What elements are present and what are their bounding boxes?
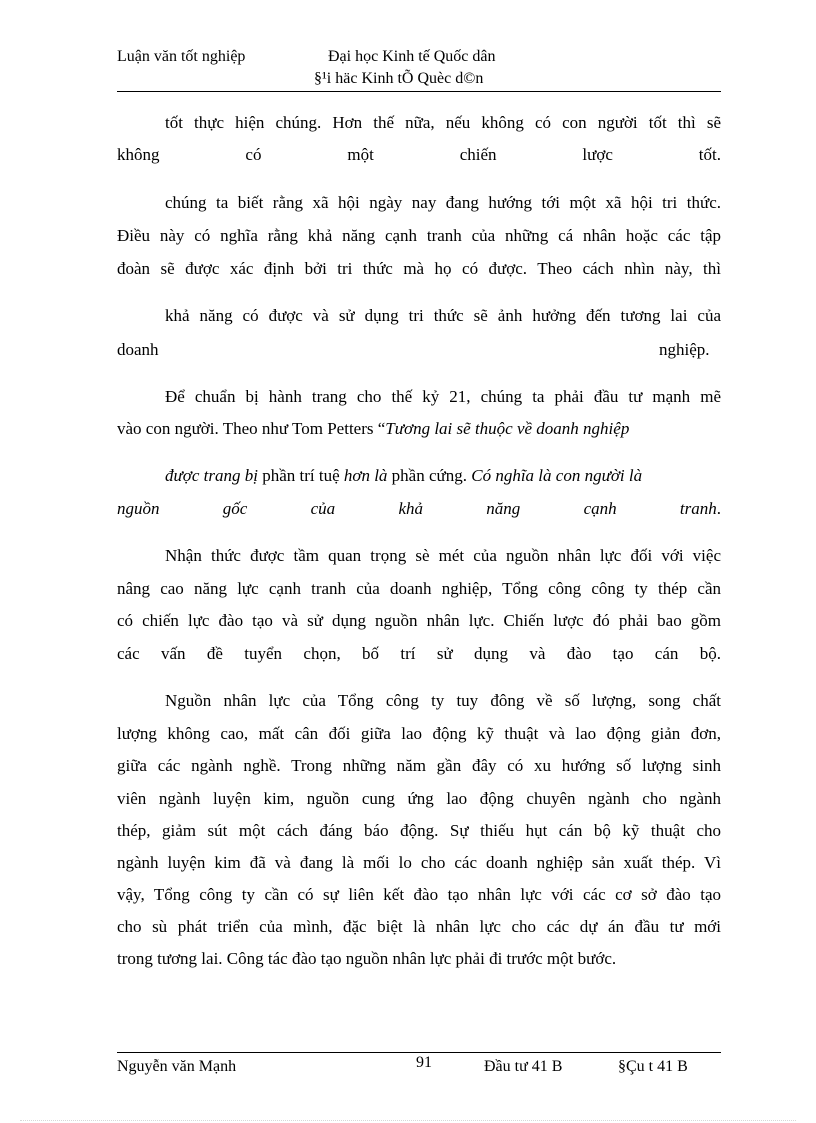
quote-text: được trang bị <box>165 466 258 485</box>
body-line: không có một chiến lược tốt. <box>117 145 721 164</box>
quote-text: nguồn gốc của khả năng cạnh tranh <box>117 499 717 518</box>
body-line: chúng ta biết rằng xã hội ngày nay đang hướng tới một xã hội tri thức. <box>165 193 721 212</box>
body-line: cho sù phát triển của mình, đặc biệt là nhân lực cho các dự án đầu tư mới <box>117 917 721 936</box>
body-text: phần cứng. <box>387 466 472 485</box>
body-line: đoàn sẽ được xác định bởi tri thức mà họ có được. Theo cách nhìn này, thì <box>117 259 721 278</box>
body-line <box>165 466 642 486</box>
body-line: ngành luyện kim đã và đang là mối lo cho các doanh nghiệp sản xuất thép. Vì <box>117 853 721 872</box>
header-university-garbled: §¹i häc Kinh tÕ Quèc d©n <box>314 70 484 87</box>
body-line: viên ngành luyện kim, nguồn cung ứng lao động chuyên ngành cho ngành <box>117 789 721 808</box>
page-number: 91 <box>416 1054 432 1071</box>
page-edge-divider <box>20 1120 796 1121</box>
body-line: giữa các ngành nghề. Trong những năm gần đây có xu hướng số lượng sinh <box>117 756 721 775</box>
header-university: Đại học Kinh tế Quốc dân <box>328 48 496 65</box>
body-line: Nguồn nhân lực của Tổng công ty tuy đông về số lượng, song chất <box>165 691 721 710</box>
body-line: có chiến lực đào tạo và sử dụng nguồn nhân lực. Chiến lược đó phải bao gồm <box>117 611 721 630</box>
quote-text: hơn là <box>343 466 388 485</box>
quote-text: Tương lai sẽ thuộc về doanh nghiệp <box>385 419 630 438</box>
body-line: tốt thực hiện chúng. Hơn thế nữa, nếu không có con người tốt thì sẽ <box>165 113 721 132</box>
body-line: trong tương lai. Công tác đào tạo nguồn nhân lực phải đi trước một bước. <box>117 949 617 968</box>
body-text: . <box>716 499 721 518</box>
body-line: khả năng có được và sử dụng tri thức sẽ ảnh hưởng đến tương lai của <box>165 306 721 325</box>
footer-author: Nguyễn văn Mạnh <box>117 1058 237 1075</box>
body-line: thép, giảm sút một cách đáng báo động. Sự thiếu hụt cán bộ kỹ thuật cho <box>117 821 721 840</box>
header-thesis-label: Luận văn tốt nghiệp <box>117 48 246 65</box>
footer-class: Đầu tư 41 B <box>484 1058 563 1075</box>
footer-divider <box>117 1052 721 1053</box>
body-line: doanh <box>117 340 159 359</box>
body-line: Để chuẩn bị hành trang cho thế kỷ 21, chúng ta phải đầu tư mạnh mẽ <box>165 387 721 406</box>
quote-text: Có nghĩa là con người là <box>471 466 643 485</box>
body-text: vào con người. Theo như Tom Petters “ <box>117 419 386 438</box>
body-line: các vấn đề tuyển chọn, bố trí sử dụng và đào tạo cán bộ. <box>117 644 721 663</box>
body-text: phần trí tuệ <box>257 466 344 485</box>
footer-class-garbled: §Çu t 41 B <box>618 1058 688 1075</box>
body-line: Nhận thức được tầm quan trọng sè mét của nguồn nhân lực đối với việc <box>165 546 721 565</box>
body-line: lượng không cao, mất cân đối giữa lao động kỹ thuật và lao động giản đơn, <box>117 724 721 743</box>
body-line <box>117 419 629 439</box>
body-line <box>117 499 721 519</box>
body-line: vậy, Tổng công ty cần có sự liên kết đào tạo nhân lực với các cơ sở đào tạo <box>117 885 721 904</box>
body-line: Điều này có nghĩa rằng khả năng cạnh tranh của những cá nhân hoặc các tập <box>117 226 721 245</box>
header-divider <box>117 91 721 92</box>
body-line: nghiệp. <box>659 340 710 359</box>
body-line: nâng cao năng lực cạnh tranh của doanh nghiệp, Tổng công công ty thép cần <box>117 579 721 598</box>
